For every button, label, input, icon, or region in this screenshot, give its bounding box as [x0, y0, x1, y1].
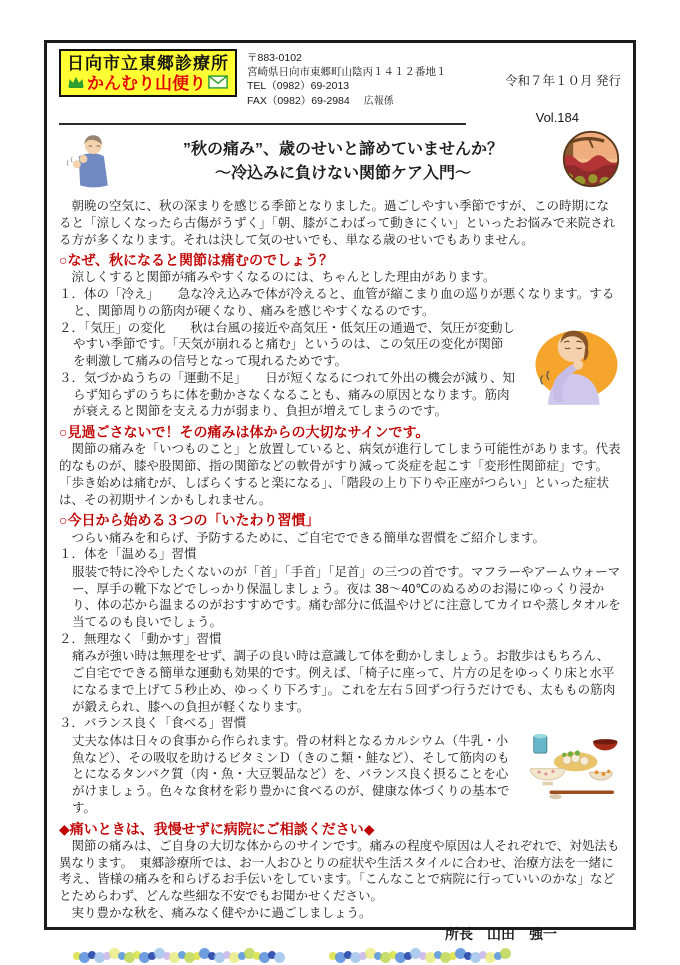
header-bottom-row: [59, 110, 621, 125]
habit-1-title: １．体を「温める」習慣: [59, 547, 197, 562]
habit-1: [59, 546, 621, 631]
page-title: [125, 138, 561, 184]
title-line1: ”秋の痛み”、歳のせいと諦めていませんか？: [182, 141, 503, 159]
habit-3: [59, 715, 621, 816]
habit-1-body: 服装で特に冷やしたくないのが「首」「手首」「足首」の三つの首です。マフラーやアームウォーマー、厚手の靴下などでしっかり保温しましょう。夜は 38～40℃のぬるめのお湯にゆっくり浸かり、体の芯から温まるのがおすすめです。痛む部分に低温やけどに注意してカイロや蒸しタオルを当てるのも良いでしょう。: [72, 564, 621, 630]
habit-3-title: ３．バランス良く「食べる」習慣: [59, 716, 247, 731]
dept-label: 広報係: [363, 95, 394, 107]
section-habits-lead: つらい痛みを和らげ、予防するために、ご自宅でできる簡単な習慣をご紹介します。: [59, 530, 546, 545]
section-why-items: [59, 286, 621, 420]
meal-illustration: [525, 733, 621, 806]
section-why-lead: 涼しくすると関節が痛みやすくなるのには、ちゃんとした理由があります。: [59, 270, 496, 285]
issue-volume: Vol.184: [535, 110, 579, 126]
envelope-icon: [208, 74, 228, 94]
autumn-scene-illustration: [561, 129, 621, 194]
why-item-2: ２．「気圧」の変化 秋は台風の接近や高気圧・低気圧の通過で、気圧が変動しやすい季節です。「天気が崩れると痛む」というのは、この気圧の変化が関節を刺激して痛みの信号となって現れるためです。: [59, 320, 516, 369]
footer-decoration: [73, 947, 621, 965]
section-consult-body: 関節の痛みは、ご自身の大切な体からのサインです。痛みの程度や原因は人それぞれで、対処法も異なります。 東郷診療所では、お一人おひとりの症状や生活スタイルに合わせ、治療方法を一緒に考え、皆様の痛みを和らげるお手伝いをしています。「こんなことで病院に行っていいのかな」などとためらわず、どんな些細な不安でもお聞かせください。: [59, 838, 620, 904]
clinic-name: 日向市立東郷診療所: [67, 54, 229, 73]
intro-paragraph: 朝晩の空気に、秋の深まりを感じる季節となりました。過ごしやすい季節ですが、この時期になると「涼しくなったら古傷がうずく」「朝、膝がこわばって動きにくい」といったお悩みで来院される方が多くなります。それは決して気のせいでも、単なる歳のせいでもありません。: [59, 199, 616, 247]
habit-2: [59, 631, 621, 716]
header: [59, 49, 621, 108]
clinic-address-block: [247, 49, 447, 108]
section-habits-heading: ○今日から始める３つの「いたわり習慣」: [59, 512, 320, 529]
habit-3-body: 丈夫な体は日々の食事から作られます。骨の材料となるカルシウム（牛乳・小魚など）、その吸収を助けるビタミンＤ（きのこ類・鮭など）、そして筋肉のもとになるタンパク質（肉・魚・大豆製品など）を、バランス良く摂ることを心がけましょう。色々な食材を彩り豊かに食べるのが、健康な体づくりの基本です。: [72, 733, 510, 815]
title-block: [59, 129, 621, 194]
newsletter-name-line: [67, 74, 229, 94]
section-consult-heading: ◆痛いときは、我慢せずに病院にご相談ください◆: [59, 820, 375, 837]
habit-2-title: ２．無理なく「動かす」習慣: [59, 631, 222, 646]
dot-strip-right: [329, 947, 509, 965]
director-signature: 所長 山田 強一: [445, 925, 557, 942]
section-why-heading: ○なぜ、秋になると関節は痛むのでしょう？: [59, 252, 334, 269]
why-item-3: ３．気づかぬうちの「運動不足」 日が短くなるにつれて外出の機会が減り、知らず知らずのうちに体を動かさなくなることも、痛みの原因となります。筋肉が衰えると関節を支える力が弱まり、負担が増えてしまうのです。: [59, 370, 516, 419]
clinic-logo: [59, 49, 237, 97]
neck-pain-person-illustration: [523, 320, 621, 410]
cold-hands-person-illustration: [59, 130, 125, 193]
section-sign-body: 関節の痛みを「いつものこと」と放置していると、病気が進行してしまう可能性があります。代表的なものが、膝や股関節、指の関節などの軟骨がすり減って炎症を起こす「変形性関節症」です。「歩き始めは痛むが、しばらくすると楽になる」、「階段の上り下りや正座がつらい」といった症状は、その初期サインかもしれません。: [59, 442, 621, 507]
fax-line: [247, 94, 447, 109]
crown-icon: [67, 74, 85, 94]
fax-number: FAX（0982）69-2984: [247, 94, 350, 107]
section-sign-heading: ○見過ごさないで！その痛みは体からの大切なサインです。: [59, 424, 430, 441]
section-consult-closing: 実り豊かな秋を、痛みなく健やかに過ごしましょう。: [59, 905, 372, 920]
title-line2: ～冷込みに負けない関節ケア入門～: [214, 164, 471, 182]
header-divider: [59, 115, 466, 125]
page-frame: [44, 40, 636, 942]
newsletter-name: かんむり山便り: [87, 73, 206, 93]
issue-date: 令和７年１０月 発行: [505, 74, 621, 88]
address-line: 宮崎県日向市東郷町山陰丙１４１２番地１: [247, 66, 447, 79]
dot-strip-left: [73, 947, 283, 965]
tel-line: TEL（0982）69-2013: [247, 80, 350, 93]
postal-code: 〒883-0102: [247, 52, 302, 64]
why-item-1: １．体の「冷え」 急な冷え込みで体が冷えると、血管が縮こまり血の巡りが悪くなります。すると、関節周りの筋肉が硬くなり、痛みを感じやすくなるのです。: [59, 287, 615, 318]
habit-2-body: 痛みが強い時は無理をせず、調子の良い時は意識して体を動かしましょう。お散歩はもちろん、ご自宅でできる簡単な運動も効果的です。例えば、「椅子に座って、片方の足をゆっくり床と水平になるまで上げて５秒止め、ゆっくり下ろす」。これを左右５回ずつ行うだけでも、太ももの筋肉が鍛えられ、膝への負担が軽くなります。: [72, 649, 616, 714]
